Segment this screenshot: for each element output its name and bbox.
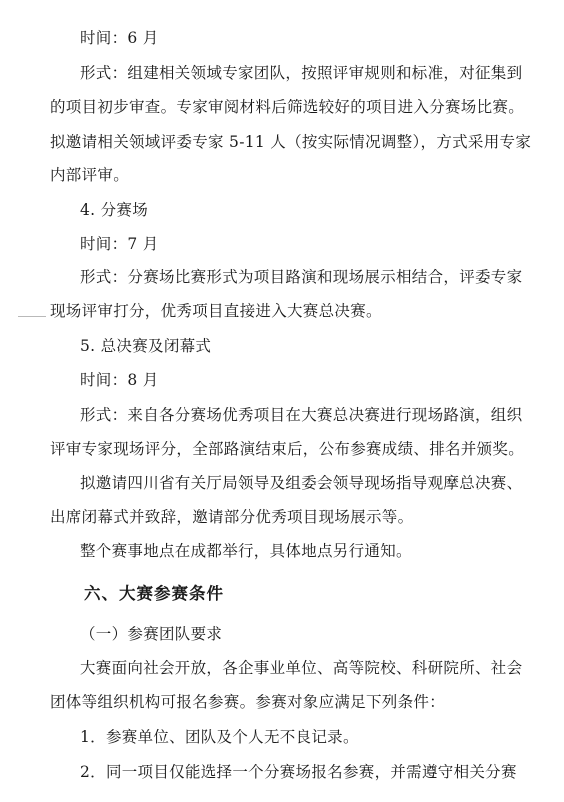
subsection-heading: （一）参赛团队要求 <box>80 625 223 643</box>
paragraph-line: 的项目初步审查。专家审阅材料后筛选较好的项目进入分赛场比赛。 <box>50 98 525 116</box>
paragraph-line: 时间：7 月 <box>80 235 159 253</box>
paragraph-line: 整个赛事地点在成都举行，具体地点另行通知。 <box>80 542 412 560</box>
paragraph-line: 出席闭幕式并致辞，邀请部分优秀项目现场展示等。 <box>50 508 414 526</box>
paragraph-line: 评审专家现场评分，全部路演结束后，公布参赛成绩、排名并颁奖。 <box>50 440 525 458</box>
paragraph-line: 形式：组建相关领域专家团队，按照评审规则和标准，对征集到 <box>80 64 523 82</box>
paragraph-line: 时间：6 月 <box>80 29 159 47</box>
section-subheading: 5. 总决赛及闭幕式 <box>80 337 212 355</box>
paragraph-line: 拟邀请四川省有关厅局领导及组委会领导现场指导观摩总决赛、 <box>80 474 523 492</box>
paragraph-line: 内部评审。 <box>50 166 130 184</box>
paragraph-line: 现场评审打分，优秀项目直接进入大赛总决赛。 <box>50 302 382 320</box>
scan-mark <box>18 316 46 317</box>
paragraph-line: 大赛面向社会开放，各企事业单位、高等院校、科研院所、社会 <box>80 659 523 677</box>
section-heading: 六、大赛参赛条件 <box>84 584 224 603</box>
paragraph-line: 形式：分赛场比赛形式为项目路演和现场展示相结合，评委专家 <box>80 268 523 286</box>
paragraph-line: 团体等组织机构可报名参赛。参赛对象应满足下列条件： <box>50 693 446 711</box>
paragraph-line: 时间：8 月 <box>80 371 159 389</box>
list-item: 1．参赛单位、团队及个人无不良记录。 <box>80 728 359 746</box>
paragraph-line: 拟邀请相关领域评委专家 5-11 人（按实际情况调整），方式采用专家 <box>50 133 532 151</box>
list-item: 2．同一项目仅能选择一个分赛场报名参赛，并需遵守相关分赛 <box>80 763 517 781</box>
section-subheading: 4. 分赛场 <box>80 201 149 219</box>
paragraph-line: 形式：来自各分赛场优秀项目在大赛总决赛进行现场路演，组织 <box>80 406 523 424</box>
